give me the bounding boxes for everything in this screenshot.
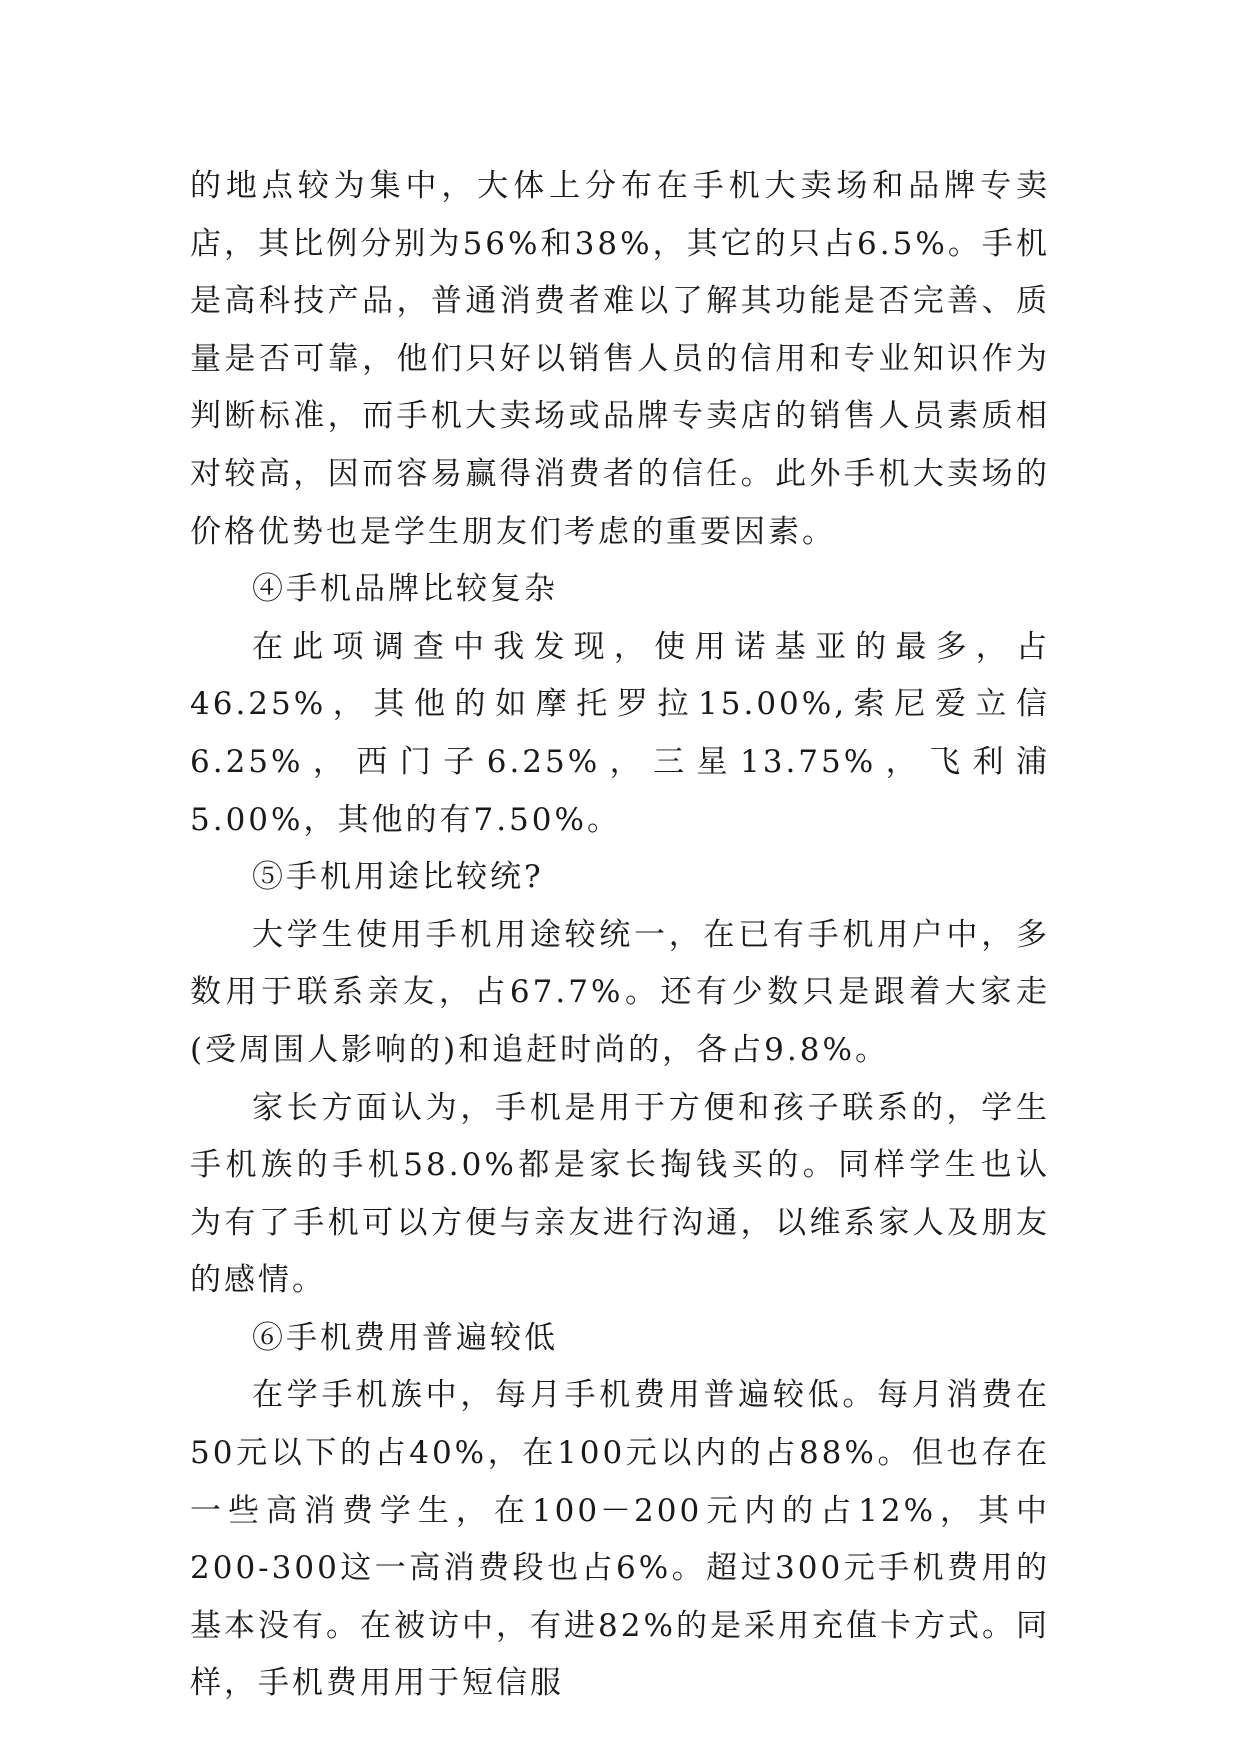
paragraph-phone-costs: 在学手机族中，每月手机费用普遍较低。每月消费在50元以下的占40%，在100元以内的占88%。但也存在一些高消费学生，在100－200元内的占12%，其中200-300这一高消费段也占6%。超过300元手机费用的基本没有。在被访中，有进82%的是采用充值卡方式。同样，手机费用用于短信服 — [190, 1377, 1050, 1702]
paragraph-parent-view: 家长方面认为，手机是用于方便和孩子联系的，学生手机族的手机58.0%都是家长掏钱买的。同样学生也认为有了手机可以方便与亲友进行沟通，以维系家人及朋友的感情。 — [190, 1089, 1050, 1299]
heading-phone-usage: ⑤手机用途比较统? — [252, 859, 544, 896]
paragraph-phone-usage: 大学生使用手机用途较统一，在已有手机用户中，多数用于联系亲友，占67.7%。还有少数只是跟着大家走(受周围人影响的)和追赶时尚的，各占9.8%。 — [190, 916, 1050, 1068]
heading-brand-complexity: ④手机品牌比较复杂 — [252, 571, 558, 608]
paragraph-store-distribution: 的地点较为集中，大体上分布在手机大卖场和品牌专卖店，其比例分别为56%和38%，其它的只占6.5%。手机是高科技产品，普通消费者难以了解其功能是否完善、质量是否可靠，他们只好以销售人员的信用和专业知识作为判断标准，而手机大卖场或品牌专卖店的销售人员素质相对较高，因而容易赢得消费者的信任。此外手机大卖场的价格优势也是学生朋友们考虑的重要因素。 — [190, 168, 1050, 550]
document-body — [190, 158, 1050, 1713]
heading-phone-costs: ⑥手机费用普遍较低 — [252, 1319, 558, 1356]
paragraph-brand-shares: 在此项调查中我发现，使用诺基亚的最多，占46.25%，其他的如摩托罗拉15.00%,索尼爱立信6.25%，西门子6.25%，三星13.75%，飞利浦5.00%，其他的有7.50%。 — [190, 628, 1050, 838]
